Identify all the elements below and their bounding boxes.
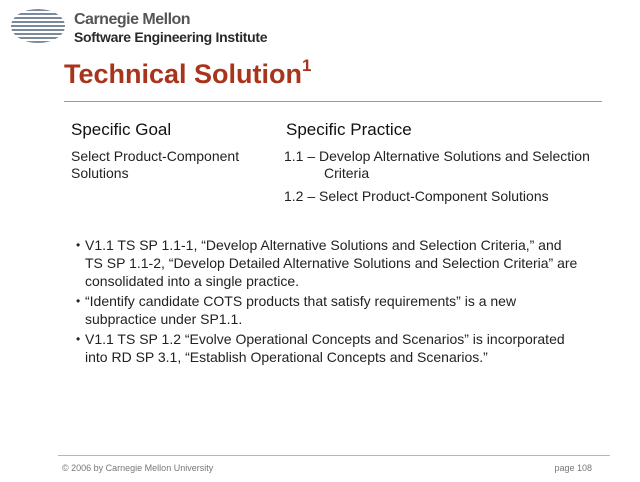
bullet-item (78, 330, 578, 366)
footer-page-number: page 108 (554, 463, 592, 473)
footer-copyright: © 2006 by Carnegie Mellon University (62, 463, 214, 473)
bullet-dot: • (76, 294, 81, 308)
footer-divider (58, 455, 610, 456)
title-divider (64, 101, 602, 102)
cmu-sei-striped-globe-icon (10, 8, 66, 44)
logo-university-name: Carnegie Mellon (74, 11, 191, 28)
specific-goal-text: Select Product-Component Solutions (71, 148, 240, 181)
bullet-text: “Identify candidate COTS products that satisfy requirements” is a new subpractice under SP1.1. (85, 293, 517, 327)
specific-goal-header: Specific Goal (71, 120, 172, 139)
specific-practice-2: 1.2 – Select Product-Component Solutions (284, 188, 549, 204)
bullet-dot: • (76, 238, 81, 252)
cmu-sei-logo (10, 8, 280, 44)
title-footnote-marker: 1 (302, 56, 312, 75)
slide-title (64, 58, 312, 90)
specific-practice-1: 1.1 – Develop Alternative Solutions and Selection Criteria (284, 148, 590, 181)
bullet-text: V1.1 TS SP 1.1-1, “Develop Alternative Solutions and Selection Criteria,” and TS SP 1.1-2, “Develop Detailed Alternative Solutions and Selection Criteria” are consolidated into a single practice. (85, 237, 578, 289)
bullet-text: V1.1 TS SP 1.2 “Evolve Operational Concepts and Scenarios” is incorporated into RD SP 3.1, “Establish Operational Concepts and Scenarios.” (85, 331, 565, 365)
notes-bullet-list (78, 236, 578, 368)
bullet-item (78, 292, 578, 328)
bullet-item (78, 236, 578, 290)
logo-institute-name: Software Engineering Institute (74, 29, 268, 45)
specific-practice-header: Specific Practice (286, 120, 412, 139)
slide-title-text: Technical Solution (64, 59, 303, 89)
bullet-dot: • (76, 332, 81, 346)
